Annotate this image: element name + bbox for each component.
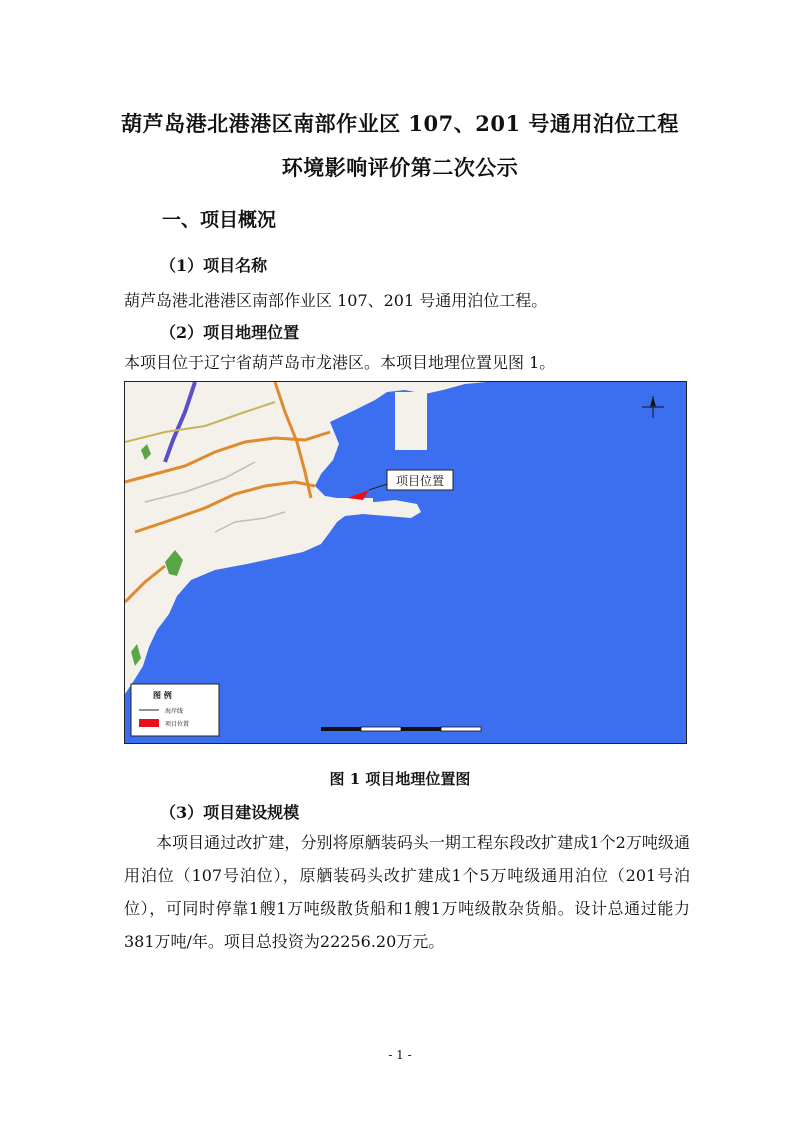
figure-caption: 图 1 项目地理位置图 [329,770,471,788]
location-text: 本项目位于辽宁省葫芦岛市龙港区。本项目地理位置见图 1。 [124,353,556,372]
subheading-location: （2）项目地理位置 [160,323,300,342]
subheading-project-name: （1）项目名称 [160,256,268,275]
document-title-line2: 环境影响评价第二次公示 [281,155,519,180]
map-pier [311,498,373,508]
scale-paragraph: 本项目通过改扩建，分别将原舾装码头一期工程东段改扩建成1个2万吨级通用泊位（107号泊位），原舾装码头改扩建成1个5万吨级通用泊位（201号泊位），可同时停靠1艘1万吨级散货船和1艘1万吨级散杂货船。设计总通过能力381万吨/年。项目总投资为22256.20万元。 [124,833,690,951]
legend-item-label: 项目位置 [165,721,190,728]
section-heading-overview: 一、项目概况 [162,209,277,231]
page-number: - 1 - [388,1048,412,1062]
document-title-line1: 葫芦岛港北港港区南部作业区 107、201 号通用泊位工程 [121,111,679,136]
subheading-scale: （3）项目建设规模 [160,803,300,822]
legend-item-label: 海岸线 [165,708,184,715]
red-rect-symbol [139,719,159,727]
project-name-text: 葫芦岛港北港港区南部作业区 107、201 号通用泊位工程。 [124,291,548,310]
callout-label: 项目位置 [395,474,445,488]
map-quay-north [395,392,427,450]
location-map-figure [124,381,687,744]
legend-title: 图 例 [153,691,172,700]
location-map [125,382,686,743]
map-legend [131,684,219,736]
scale-bar [321,727,481,731]
